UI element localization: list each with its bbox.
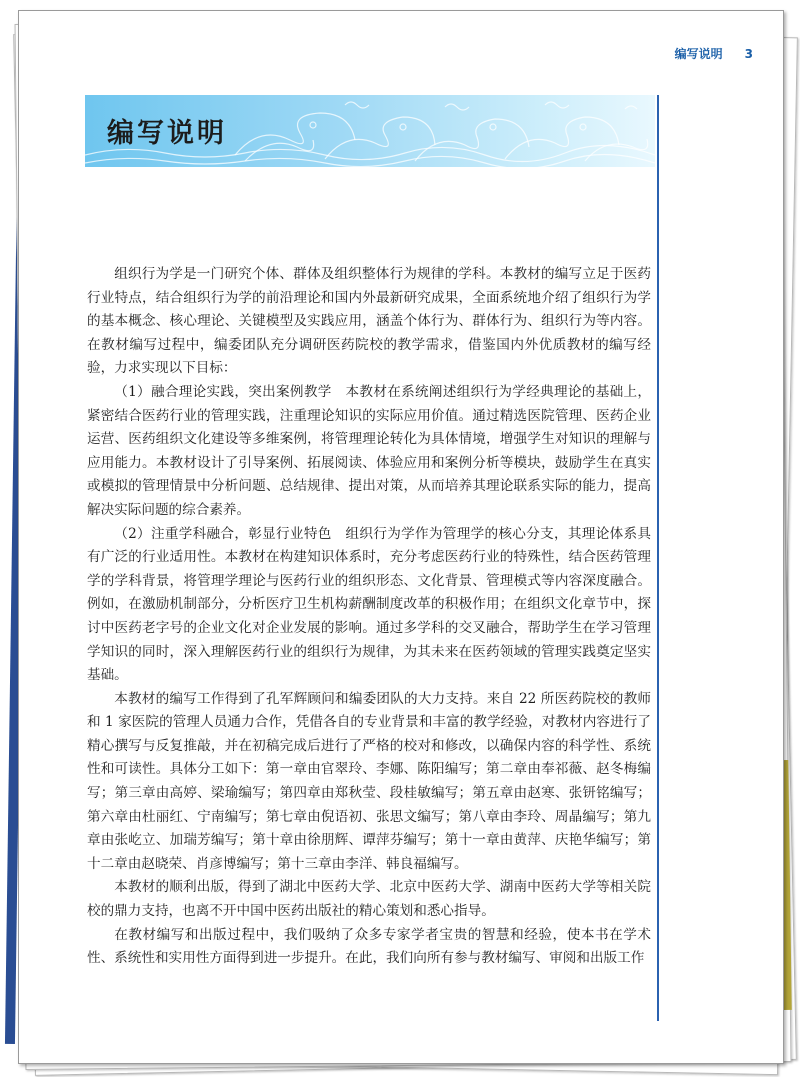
paragraph: （1）融合理论实践，突出案例教学 本教材在系统阐述组织行为学经典理论的基础上，紧密结合医药行业的管理实践，注重理论知识的实际应用价值。通过精选医院管理、医药企业运营、医药组织文化建设等多维案例，将管理理论转化为具体情境，增强学生对知识的理解与应用能力。本教材设计了引导案例、拓展阅读、体验应用和案例分析等模块，鼓励学生在真实或模拟的管理情景中分析问题、总结规律、提出对策，从而培养其理论联系实际的能力，提高解决实际问题的综合素养。	[87, 383, 651, 518]
page-number: 3	[744, 47, 753, 61]
margin-rule	[657, 95, 659, 1021]
paragraph: 在教材编写和出版过程中，我们吸纳了众多专家学者宝贵的智慧和经验，使本书在学术性、系统性和实用性方面得到进一步提升。在此，我们向所有参与教材编写、审阅和出版工作	[87, 926, 651, 967]
paragraph: 本教材的顺利出版，得到了湖北中医药大学、北京中医药大学、湖南中医药大学等相关院校的鼎力支持，也离不开中国中医药出版社的精心策划和悉心指导。	[87, 879, 651, 920]
paragraph: 本教材的编写工作得到了孔军辉顾问和编委团队的大力支持。来自 22 所医药院校的教师和 1 家医院的管理人员通力合作，凭借各自的专业背景和丰富的教学经验，对教材内容进行了精心撰写与反复推敲，并在初稿完成后进行了严格的校对和修改，以确保内容的科学性、系统性和可读性。具体分工如下：第一章由官翠玲、李娜、陈阳编写；第二章由奉祁薇、赵冬梅编写；第三章由高婷、梁瑜编写；第四章由郑秋莹、段桂敏编写；第五章由赵寒、张钘铭编写；第六章由杜丽红、宁南编写；第七章由倪语初、张思文编写；第八章由李玲、周晶编写；第九章由张屹立、加瑞芳编写；第十章由徐朋辉、谭萍芬编写；第十一章由黄萍、庆艳华编写；第十二章由赵晓荣、肖彦博编写；第十三章由李洋、韩良福编写。	[87, 690, 651, 872]
running-head	[675, 45, 753, 62]
body-text	[87, 263, 651, 971]
running-head-title: 编写说明	[674, 47, 723, 61]
chapter-heading: 编写说明	[107, 118, 227, 149]
paragraph: （2）注重学科融合，彰显行业特色 组织行为学作为管理学的核心分支，其理论体系具有广泛的行业适用性。本教材在构建知识体系时，充分考虑医药行业的特殊性，结合医药管理学的学科背景，将管理学理论与医药行业的组织形态、文化背景、管理模式等内容深度融合。例如，在激励机制部分，分析医疗卫生机构薪酬制度改革的积极作用；在组织文化章节中，探讨中医药老字号的企业文化对企业发展的影响。通过多学科的交叉融合，帮助学生在学习管理学知识的同时，深入理解医药行业的组织行为规律，为其未来在医药领域的管理实践奠定坚实基础。	[87, 525, 651, 684]
paragraph: 组织行为学是一门研究个体、群体及组织整体行为规律的学科。本教材的编写立足于医药行业特点，结合组织行为学的前沿理论和国内外最新研究成果，全面系统地介绍了组织行为学的基本概念、核心理论、关键模型及实践应用，涵盖个体行为、群体行为、组织行为等内容。在教材编写过程中，编委团队充分调研医药院校的教学需求，借鉴国内外优质教材的编写经验，力求实现以下目标：	[87, 266, 651, 377]
chapter-banner	[85, 95, 655, 167]
book-page	[18, 10, 784, 1064]
